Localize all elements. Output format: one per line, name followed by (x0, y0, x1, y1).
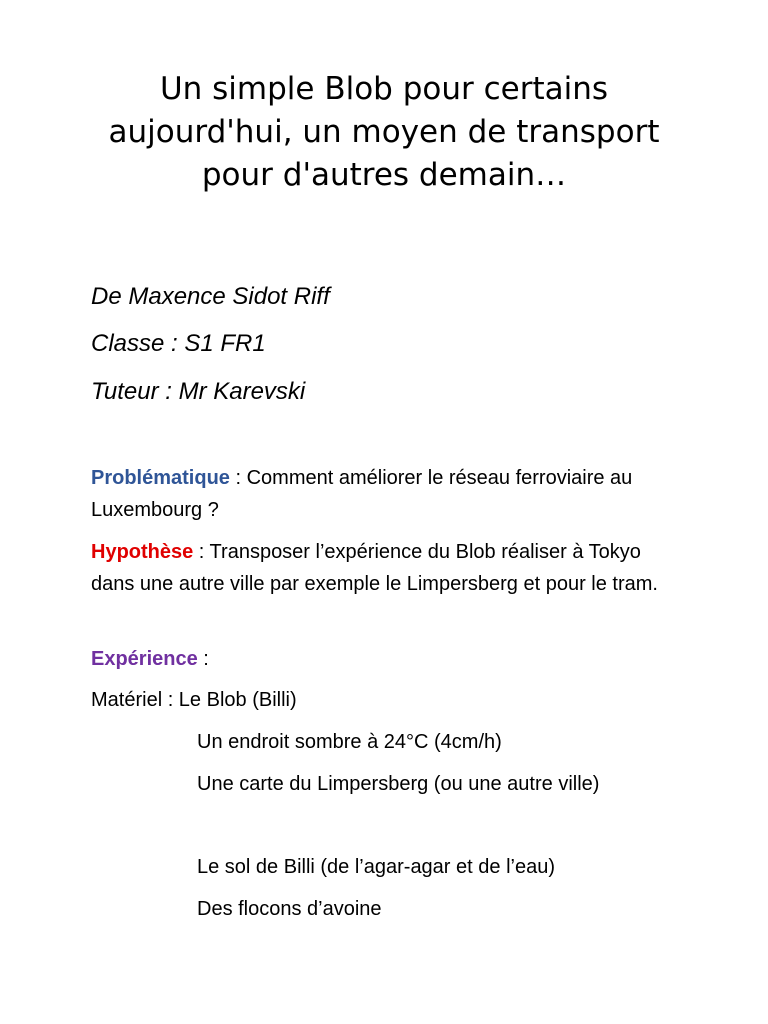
problematique-text: : Comment améliorer le réseau ferroviaire au Luxembourg ? (91, 467, 633, 521)
hypothese-text: : Transposer l’expérience du Blob réaliser à Tokyo dans une autre ville par exemple le Limpersberg et pour le tram. (91, 541, 658, 595)
problematique-label: Problématique (91, 467, 230, 489)
problematique-paragraph (91, 462, 651, 526)
tutor-line: Tuteur : Mr Karevski (91, 378, 306, 405)
class-line: Classe : S1 FR1 (91, 330, 266, 357)
experience-label: Expérience (91, 648, 198, 670)
hypothese-label: Hypothèse (91, 541, 194, 563)
materiel-item: Une carte du Limpersberg (ou une autre ville) (197, 773, 600, 795)
materiel-item: Des flocons d’avoine (197, 898, 382, 920)
experience-text: : (197, 648, 209, 670)
document-title: Un simple Blob pour certains aujourd'hui, un moyen de transport pour d'autres demain… (108, 71, 660, 193)
materiel-line: Matériel : Le Blob (Billi) (91, 689, 297, 711)
materiel-item: Un endroit sombre à 24°C (4cm/h) (197, 731, 502, 753)
experience-paragraph (91, 643, 691, 675)
hypothese-paragraph (91, 536, 681, 600)
materiel-item: Le sol de Billi (de l’agar-agar et de l’eau) (197, 856, 555, 878)
author-line: De Maxence Sidot Riff (91, 283, 330, 310)
